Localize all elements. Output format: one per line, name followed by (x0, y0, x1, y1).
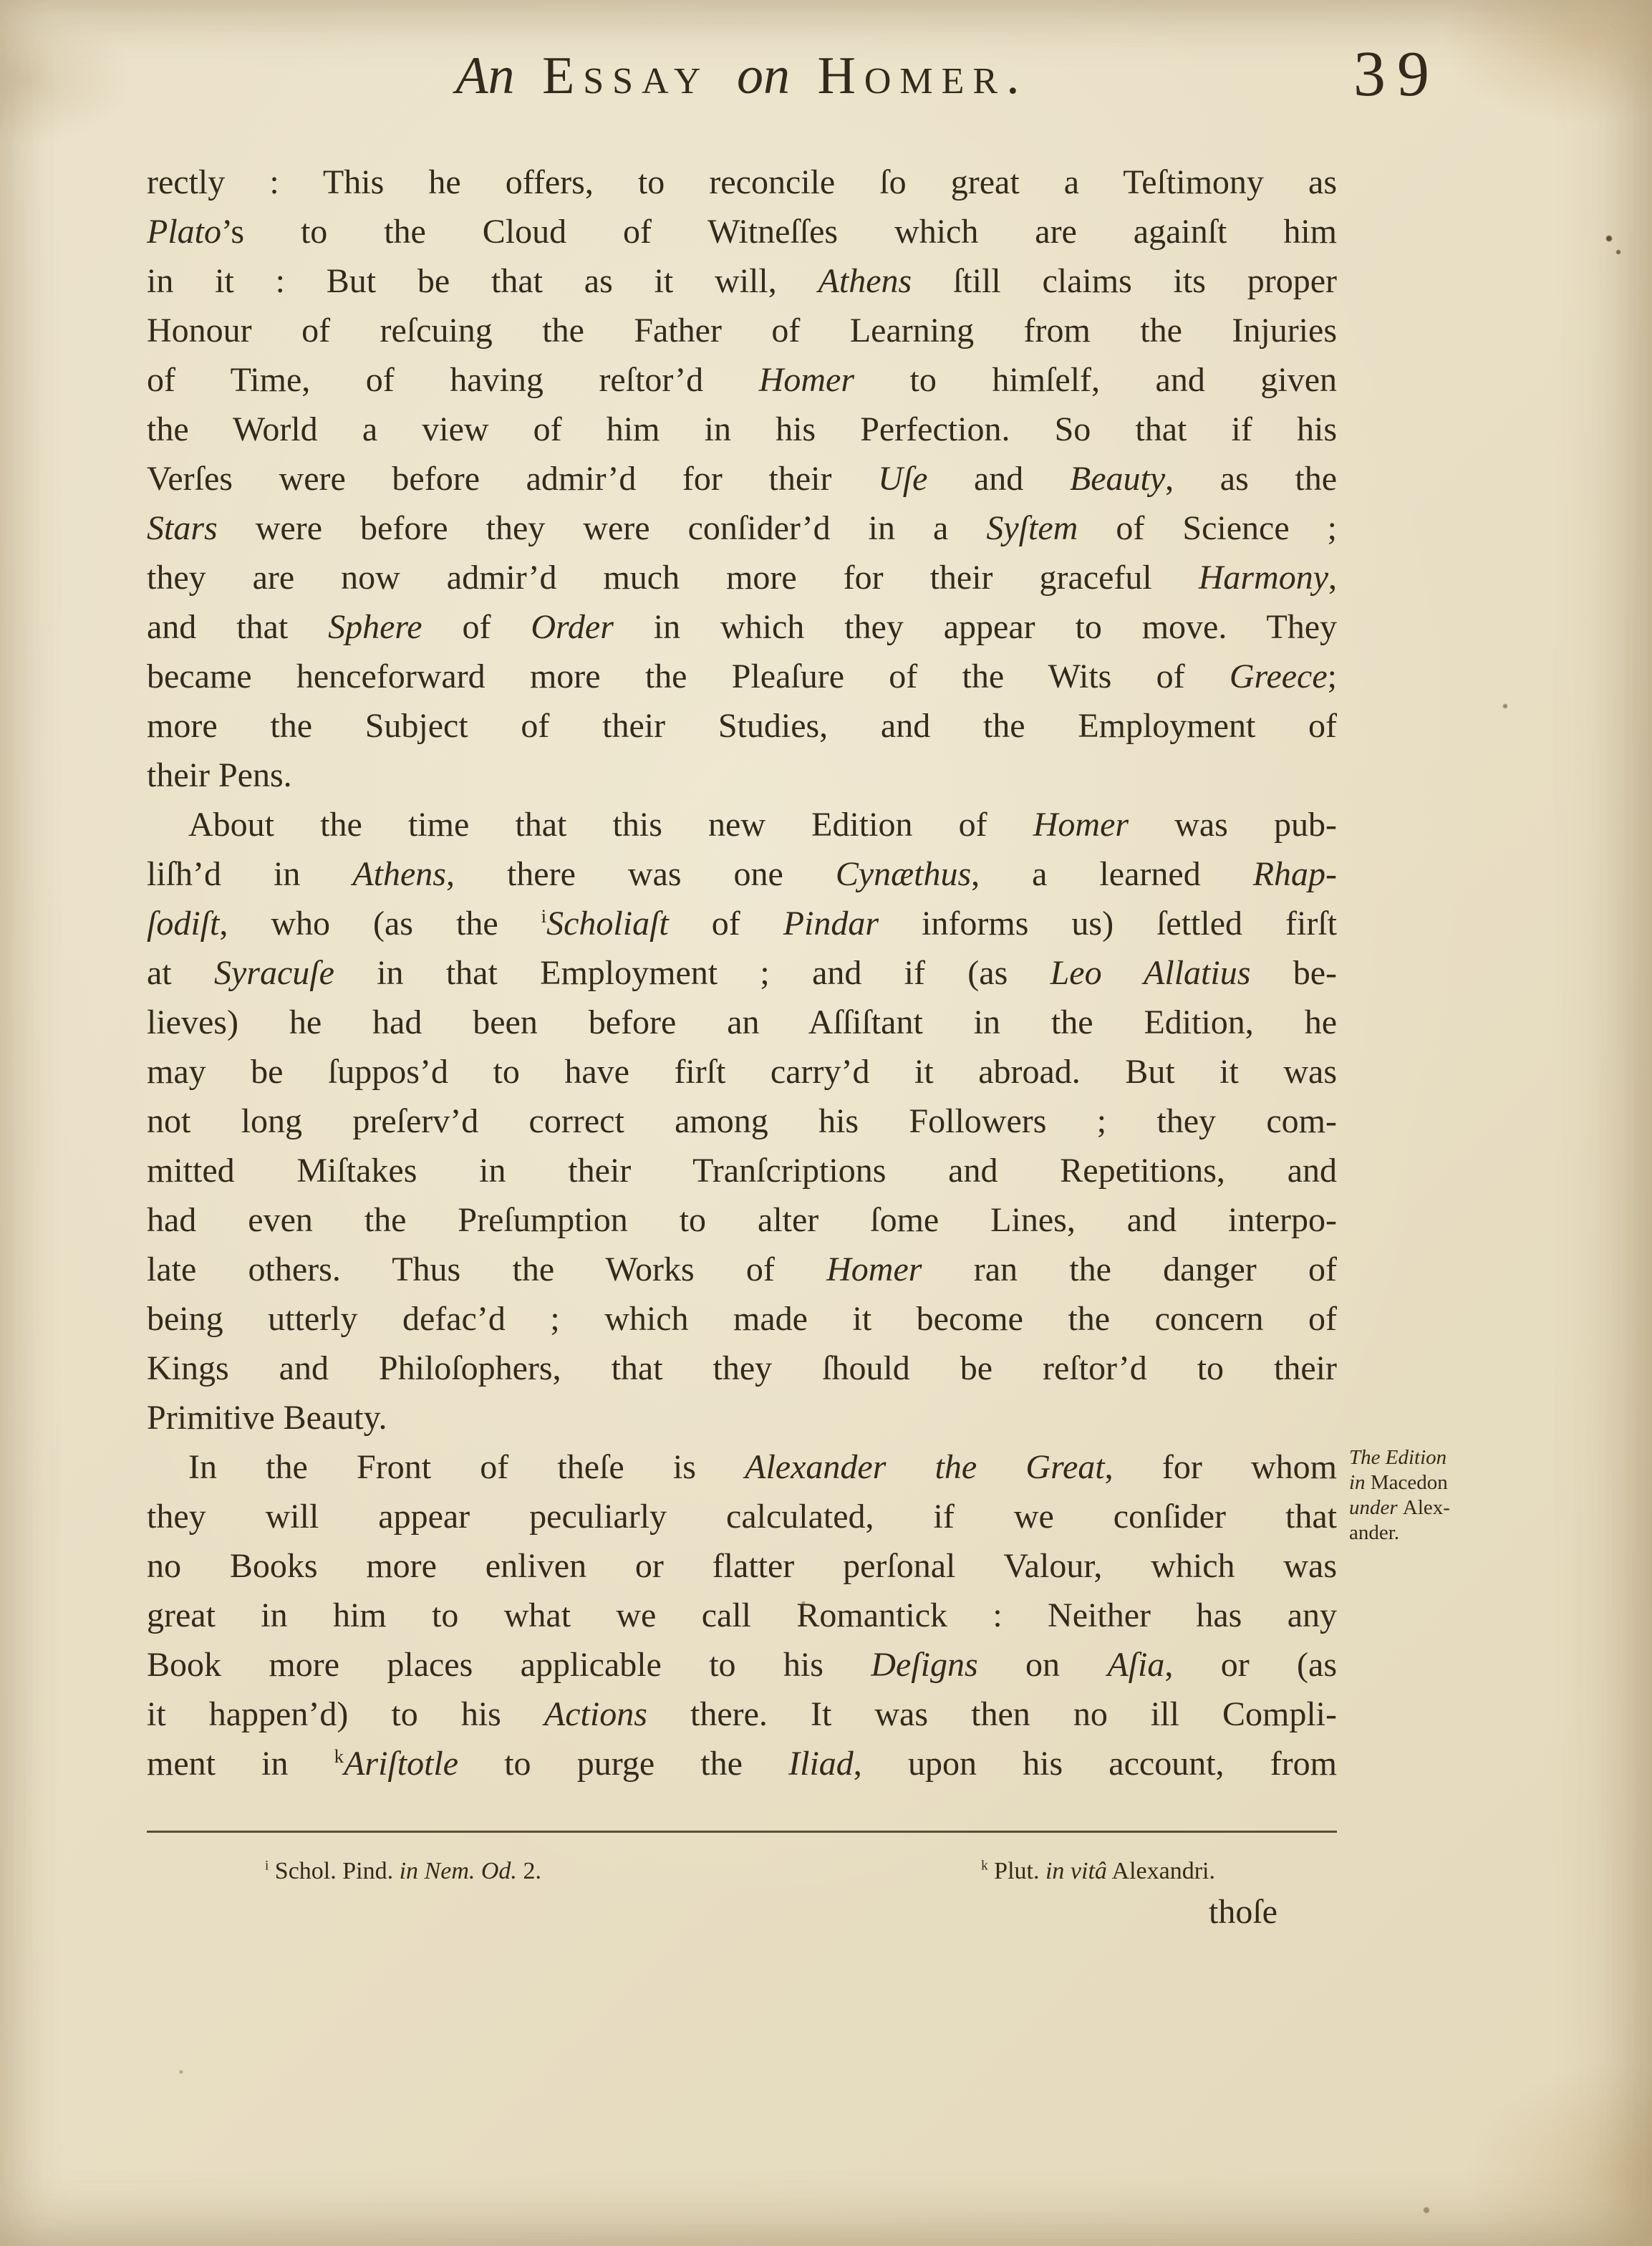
body-text (147, 158, 1337, 1788)
text-segment: Syſtem (986, 509, 1078, 547)
text-segment: in vitâ (1045, 1858, 1107, 1884)
text-segment: Homer. (817, 47, 1028, 105)
text-line (147, 1492, 1337, 1541)
text-segment: Athens (818, 262, 912, 300)
text-line (147, 652, 1337, 701)
text-segment: be- (1250, 954, 1337, 992)
text-line (147, 998, 1337, 1047)
text-segment: Verſes were before admir’d for their (147, 460, 879, 498)
text-segment: Order (531, 608, 614, 646)
page-number: 39 (1353, 39, 1441, 110)
text-line (147, 1195, 1337, 1245)
text-segment: in which they appear to move. They (613, 608, 1338, 646)
text-segment: Iliad (788, 1745, 854, 1783)
text-segment: rectly : This he offers, to reconcile ſo great a Teſtimony as (147, 163, 1337, 201)
text-segment: to himſelf, and given (854, 361, 1338, 399)
text-segment: Schol. Pind. (269, 1858, 400, 1884)
text-segment: of Time, of having reſtor’d (147, 361, 759, 399)
text-segment: ander. (1349, 1521, 1400, 1544)
text-line (147, 849, 1337, 899)
text-segment: Alexandri. (1106, 1858, 1215, 1884)
text-segment: k (334, 1745, 344, 1767)
text-segment: great in him to what we call Romantick : Neither has any (147, 1596, 1337, 1634)
text-segment: on (736, 47, 790, 105)
text-segment: i (541, 905, 547, 927)
text-segment: of Science ; (1078, 509, 1337, 547)
text-segment (790, 47, 818, 105)
text-segment: Uſe (878, 460, 928, 498)
text-segment: of (668, 905, 783, 943)
text-segment (709, 47, 737, 105)
text-segment: Kings and Philoſophers, that they ſhould be reſtor’d to their (147, 1349, 1337, 1387)
text-line (147, 355, 1337, 405)
text-segment: Essay (542, 47, 710, 105)
text-segment: became henceforward more the Pleaſure of the Wits of (147, 657, 1230, 695)
text-segment: , as the (1165, 460, 1338, 498)
text-segment: in that Employment ; and if (as (334, 954, 1050, 992)
text-segment: in it : But be that as it will, (147, 262, 818, 300)
text-line (147, 405, 1337, 454)
text-line (147, 1393, 1337, 1442)
text-segment: Plut. (987, 1858, 1045, 1884)
text-segment: Syracuſe (213, 954, 334, 992)
text-segment: About the time that this new Edition of (188, 806, 1033, 844)
text-segment: Beauty (1069, 460, 1166, 498)
text-segment: , upon his account, from (853, 1745, 1338, 1783)
text-segment: they will appear peculiarly calculated, if we conſider that (147, 1498, 1337, 1536)
text-segment: late others. Thus the Works of (147, 1250, 827, 1288)
text-segment: Homer (826, 1250, 922, 1288)
text-segment: mitted Miſtakes in their Tranſcriptions and Repetitions, and (147, 1152, 1337, 1190)
text-segment: Book more places applicable to his (147, 1646, 871, 1684)
text-line (147, 701, 1337, 751)
text-line (147, 602, 1337, 652)
text-segment: Leo Allatius (1050, 954, 1251, 992)
text-segment: liſh’d in (147, 855, 353, 893)
footnotes (147, 1856, 1337, 1886)
text-segment: Aſia (1107, 1646, 1165, 1684)
margin-note (1349, 1445, 1521, 1546)
text-segment: were before they were conſider’d in a (217, 509, 987, 547)
text-segment: ; (1327, 657, 1337, 695)
margin-note-line (1349, 1445, 1521, 1470)
text-line (147, 1344, 1337, 1393)
text-segment: , or (as (1164, 1646, 1338, 1684)
text-line (147, 800, 1337, 849)
text-line (147, 503, 1337, 553)
text-line (147, 899, 1337, 948)
text-segment: being utterly defac’d ; which made it become the concern of (147, 1300, 1337, 1338)
text-segment: the World a view of him in his Perfection. So that if his (147, 410, 1337, 448)
text-segment: to purge the (458, 1745, 789, 1783)
text-segment: Harmony (1198, 559, 1328, 597)
text-segment: Actions (544, 1695, 647, 1733)
text-segment: there. It was then no ill Compli- (647, 1695, 1337, 1733)
text-segment: i (265, 1858, 269, 1874)
text-line (147, 1690, 1337, 1739)
text-line (147, 454, 1337, 503)
text-segment: no Books more enliven or flatter perſonal Valour, which was (147, 1547, 1337, 1585)
text-segment: Greece (1229, 657, 1328, 695)
text-line (147, 1442, 1337, 1492)
text-segment: ment in (147, 1745, 334, 1783)
text-segment: under (1349, 1496, 1403, 1519)
text-segment: and that (147, 608, 329, 646)
text-segment: Primitive Beauty. (147, 1399, 387, 1437)
margin-note-line (1349, 1470, 1521, 1495)
text-segment: on (977, 1646, 1108, 1684)
text-line (147, 1739, 1337, 1788)
text-segment: Alex- (1402, 1496, 1450, 1519)
paragraph (147, 800, 1337, 1442)
text-segment: Homer (758, 361, 854, 399)
margin-note-line (1349, 1520, 1521, 1546)
text-segment: it happen’d) to his (147, 1695, 544, 1733)
text-segment: in (1349, 1471, 1371, 1494)
text-line (147, 948, 1337, 998)
text-line (147, 207, 1337, 256)
text-segment: , for whom (1104, 1448, 1338, 1486)
text-segment: Stars (147, 509, 218, 547)
text-segment: 2. (516, 1858, 541, 1884)
paragraph (147, 1442, 1337, 1788)
text-segment: Macedon (1370, 1471, 1448, 1494)
text-segment: ’s to the Cloud of Witneſſes which are againſt him (221, 213, 1337, 251)
footnote-rule (147, 1831, 1337, 1833)
text-segment: k (981, 1858, 988, 1874)
text-segment: The Edition (1349, 1446, 1447, 1469)
paragraph (147, 158, 1337, 800)
text-segment: , who (as the (219, 905, 541, 943)
text-segment (515, 47, 543, 105)
text-line (147, 1097, 1337, 1146)
text-segment: ran the danger of (922, 1250, 1337, 1288)
text-segment: in Nem. Od. (399, 1858, 517, 1884)
text-segment: ſodiſt (147, 905, 220, 943)
text-segment: not long preſerv’d correct among his Followers ; they com- (147, 1102, 1337, 1140)
text-line (147, 306, 1337, 355)
text-segment: , a learned (971, 855, 1253, 893)
text-segment: their Pens. (147, 756, 292, 794)
text-segment: Pindar (783, 905, 879, 943)
margin-note-line (1349, 1495, 1521, 1520)
catchword: thoſe (1209, 1893, 1277, 1931)
text-segment: Sphere (328, 608, 422, 646)
text-segment: lieves) he had been before an Aſſiſtant in the Edition, he (147, 1003, 1337, 1041)
footnote-i (265, 1856, 541, 1886)
text-segment: Rhap- (1252, 855, 1337, 893)
text-segment: , (1328, 559, 1337, 597)
text-segment: , there was one (445, 855, 836, 893)
text-segment: Ariſtotle (344, 1745, 459, 1783)
text-segment: Alexander the Great (745, 1448, 1105, 1486)
text-line (147, 1245, 1337, 1294)
text-segment: Cynæthus (835, 855, 972, 893)
text-line (147, 1541, 1337, 1591)
footnote-k (981, 1856, 1215, 1886)
text-segment: was pub- (1129, 806, 1337, 844)
text-line (147, 751, 1337, 800)
text-line (147, 256, 1337, 306)
text-segment: Homer (1033, 806, 1129, 844)
text-segment: may be ſuppos’d to have firſt carry’d it abroad. But it was (147, 1053, 1337, 1091)
text-line (147, 553, 1337, 602)
text-segment: An (455, 47, 515, 105)
text-segment: In the Front of theſe is (188, 1448, 745, 1486)
text-segment: and (927, 460, 1070, 498)
text-segment: of (422, 608, 531, 646)
running-head-title (147, 46, 1337, 107)
text-line (147, 1591, 1337, 1640)
text-segment: ſtill claims its proper (912, 262, 1337, 300)
text-segment: Honour of reſcuing the Father of Learning from the Injuries (147, 312, 1337, 350)
text-line (147, 158, 1337, 207)
text-segment: at (147, 954, 214, 992)
text-segment: informs us) ſettled firſt (879, 905, 1337, 943)
text-line (147, 1294, 1337, 1344)
text-segment: they are now admir’d much more for their graceful (147, 559, 1199, 597)
text-segment: more the Subject of their Studies, and the Employment of (147, 707, 1337, 745)
text-line (147, 1047, 1337, 1097)
text-segment: Athens (352, 855, 446, 893)
text-line (147, 1146, 1337, 1195)
text-segment: Plato (147, 213, 221, 251)
text-line (147, 1640, 1337, 1690)
text-segment: Scholiaſt (546, 905, 669, 943)
text-segment: had even the Preſumption to alter ſome Lines, and interpo- (147, 1201, 1337, 1239)
text-segment: Deſigns (871, 1646, 978, 1684)
